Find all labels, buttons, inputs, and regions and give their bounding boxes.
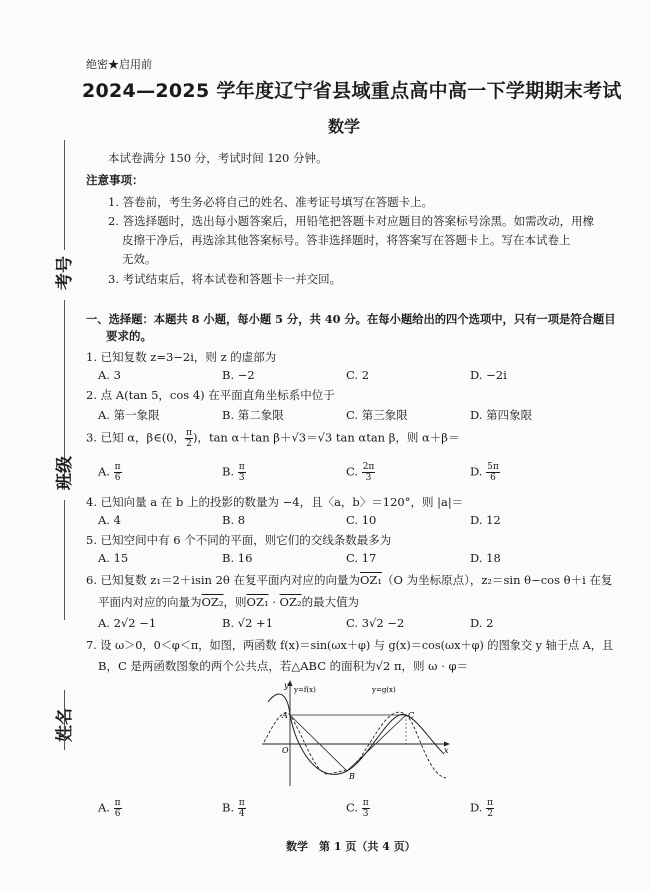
page-footer: 数学 第 1 页（共 4 页）	[286, 840, 416, 853]
q1-option-c: C. 2	[346, 368, 370, 382]
q3-stem-b: ，tan α＋tan β＋√3＝√3 tan αtan β，则 α＋β＝	[197, 430, 460, 445]
side-rule-top	[64, 140, 65, 250]
q7-option-c: C. $\frac{\pi}{3}$	[346, 798, 369, 819]
q1-option-b: B. −2	[222, 368, 255, 382]
q5-option-b: B. 16	[222, 551, 253, 565]
q6-option-a: A. 2√2 −1	[98, 616, 157, 630]
q1-option-a: A. 3	[98, 368, 121, 382]
notes-title: 注意事项：	[86, 173, 144, 187]
label-a: A	[282, 711, 288, 720]
q4-option-a: A. 4	[98, 513, 121, 527]
intro-text: 本试卷满分 150 分，考试时间 120 分钟。	[108, 151, 328, 165]
q5-stem: 5. 已知空间中有 6 个不同的平面，则它们的交线条数最多为	[86, 533, 392, 547]
side-rule-low	[64, 500, 65, 620]
q3-option-c: C. $\frac{2\pi}{3}$	[346, 462, 375, 483]
q4-option-c: C. 10	[346, 513, 377, 527]
side-label-name: 姓名	[55, 708, 75, 742]
section-heading-cont: 要求的。	[106, 329, 152, 343]
label-g: y=g(x)	[372, 686, 396, 694]
q7-figure	[258, 678, 458, 790]
q3-interval-left: (0，	[161, 430, 186, 445]
q3-stem	[86, 428, 459, 449]
label-y: y	[284, 681, 289, 690]
q6-option-d: D. 2	[470, 616, 494, 630]
q3-interval-right: )	[192, 430, 198, 445]
q6-vector-oz1: OZ₁	[359, 573, 383, 587]
note-2-cont: 皮擦干净后，再选涂其他答案标号。答非选择题时，将答案写在答题卡上。写在本试卷上	[122, 233, 571, 247]
q3-option-a: A. $\frac{\pi}{6}$	[98, 462, 121, 483]
section-heading: 一、选择题：本题共 8 小题，每小题 5 分，共 40 分。在每小题给出的四个选项中，只有一项是符合题目	[86, 312, 616, 326]
label-b: B	[349, 772, 355, 781]
q2-option-d: D. 第四象限	[470, 408, 533, 422]
q4-option-d: D. 12	[470, 513, 501, 527]
exam-title: 2024—2025 学年度辽宁省县域重点高中高一下学期期末考试	[82, 80, 622, 102]
q7-options	[98, 798, 618, 822]
segment-bc	[347, 715, 406, 771]
q2-option-b: B. 第二象限	[222, 408, 284, 422]
q5-option-d: D. 18	[470, 551, 501, 565]
subject-title: 数学	[328, 117, 361, 136]
q1-stem: 1. 已知复数 z=3−2i，则 z 的虚部为	[86, 350, 277, 364]
label-c: C	[408, 711, 415, 720]
q3-option-b: B. $\frac{\pi}{3}$	[222, 462, 245, 483]
note-3: 3. 考试结束后，将本试卷和答题卡一并交回。	[108, 272, 342, 286]
q3-interval-fraction: $\frac{\pi}{2}$	[186, 428, 192, 449]
q2-stem: 2. 点 A(tan 5，cos 4) 在平面直角坐标系中位于	[86, 388, 335, 402]
label-origin: O	[282, 746, 289, 755]
q4-stem: 4. 已知向量 a 在 b 上的投影的数量为 −4，且〈a，b〉＝120°，则 |a|＝	[86, 495, 464, 509]
q6-option-b: B. √2 +1	[222, 616, 274, 630]
q7-stem-line1: 7. 设 ω＞0，0＜φ＜π，如图，两函数 f(x)＝sin(ωx＋φ) 与 g(x)＝cos(ωx＋φ) 的图象交 y 轴于点 A，且	[86, 639, 614, 652]
side-rule-bottom	[64, 690, 65, 750]
note-2-cont2: 无效。	[122, 252, 157, 266]
q7-option-b: B. $\frac{\pi}{4}$	[222, 798, 245, 819]
q7-stem-line2: B，C 是两函数图象的两个公共点，若△ABC 的面积为√2 π，则 ω · φ＝	[98, 659, 469, 673]
q7-option-a: A. $\frac{\pi}{6}$	[98, 798, 121, 819]
q5-option-a: A. 15	[98, 551, 129, 565]
label-f: y=f(x)	[294, 686, 316, 694]
q7-option-d: D. $\frac{\pi}{2}$	[470, 798, 494, 819]
q2-option-c: C. 第三象限	[346, 408, 408, 422]
side-label-class: 班级	[55, 456, 75, 490]
secret-mark: 绝密★启用前	[86, 58, 152, 71]
q2-option-a: A. 第一象限	[98, 408, 160, 422]
q6-vector-oz2: OZ₂	[201, 595, 224, 609]
note-2: 2. 答选择题时，选出每小题答案后，用铅笔把答题卡对应题目的答案标号涂黑。如需改动，用橡	[108, 214, 595, 228]
q6-stem-line1: 6. 已知复数 z₁＝2＋isin 2θ 在复平面内对应的向量为OZ₁（O 为坐标原点），z₂＝sin θ−cos θ＋i 在复	[86, 573, 613, 587]
q3-option-d: D. $\frac{5\pi}{6}$	[470, 462, 499, 483]
q1-option-d: D. −2i	[470, 368, 507, 382]
q3-options	[98, 462, 618, 486]
side-label-exam-number: 考号	[55, 256, 75, 290]
q4-option-b: B. 8	[222, 513, 246, 527]
label-x: x	[444, 746, 449, 755]
q3-stem-a: 3. 已知 α，β∈	[86, 430, 162, 445]
q5-option-c: C. 17	[346, 551, 377, 565]
q6-stem-line2: 平面内对应的向量为OZ₂，则OZ₁ · OZ₂的最大值为	[98, 595, 360, 609]
note-1: 1. 答卷前，考生务必将自己的姓名、准考证号填写在答题卡上。	[108, 195, 434, 209]
q6-option-c: C. 3√2 −2	[346, 616, 405, 630]
